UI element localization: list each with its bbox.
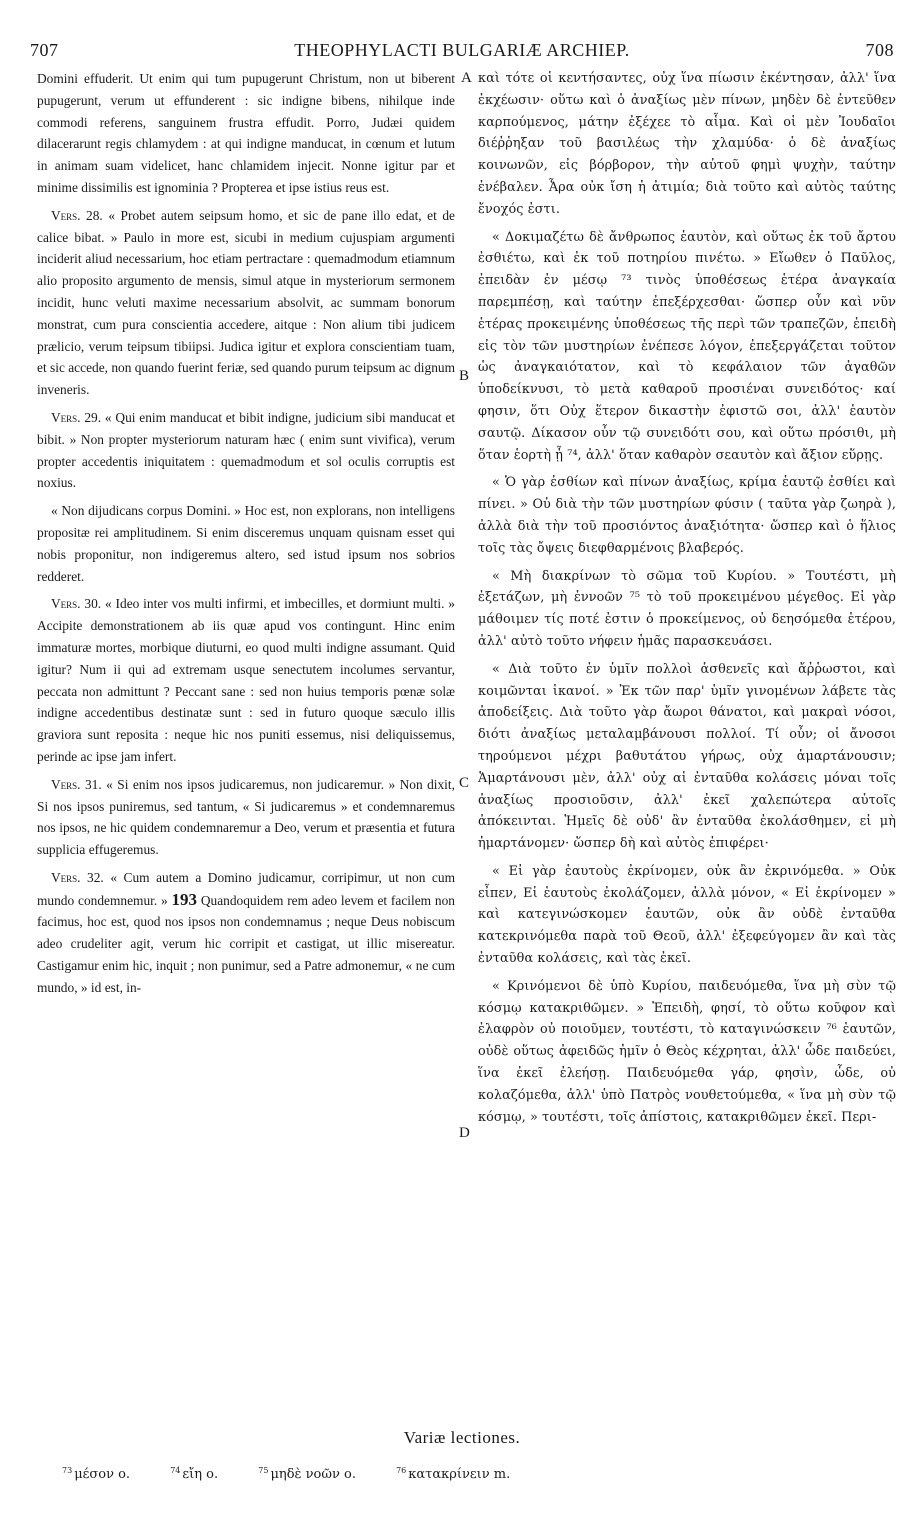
greek-paragraph: καὶ τότε οἱ κεντήσαντες, οὐχ ἵνα πίωσιν ἐκέντησαν, ἀλλ' ἵνα ἐκχέωσιν· οὕτω καὶ ὁ ἀναξίως μὲν πίνων, μηδὲν δὲ ἐντεῦθεν καρπούμενος, μάτην ἐξέχεε τὸ αἷμα. Καὶ οἱ μὲν Ἰουδαῖοι διέῤῥηξαν τοῦ βασιλέως τὴν χλαμύδα· ὁ δὲ ἀναξίως κοινωνῶν, εἰς βόρβορον, τὴν αὐτοῦ φημὶ ψυχὴν, ταύτην ἐνέβαλεν. Ἆρα οὐκ ἴση ἡ ἀτιμία; διὰ τοῦτο καὶ αὐτὸς ταύτης ἔνοχός ἐστι. [478, 71, 896, 217]
greek-paragraph: « Μὴ διακρίνων τὸ σῶμα τοῦ Κυρίου. » Τουτέστι, μὴ ἐξετάζων, μὴ ἐννοῶν ⁷⁵ τὸ τοῦ προκειμένου μέγεθος. Εἰ γὰρ μάθοιμεν τίς ποτέ ἐστιν ὁ προκείμενος, οὐ δεησόμεθα ἑτέρου, ἀλλ' αὐτὸ τοῦτο νήφειν ἡμᾶς παρασκευάσει. [478, 568, 896, 649]
variant-note: $^{73}$ μέσον ο. [62, 1466, 131, 1483]
verse-label: Vers. 29. [51, 409, 102, 425]
page-number-left: 707 [30, 40, 59, 60]
greek-paragraph: « Διὰ τοῦτο ἐν ὑμῖν πολλοὶ ἀσθενεῖς καὶ ἄῤῥωστοι, καὶ κοιμῶνται ἱκανοί. » Ἐκ τῶν παρ' ὑμῖν γινομένων λάβετε τὰς ἀποδείξεις. Διὰ τοῦτο γὰρ ἄωροι θάνατοι, καὶ μακραὶ νόσοι, διότι ἀναξίως μεταλαμβάνουσι πολλοί. Τί οὖν; οἱ ἄνοσοι τηρούμενοι μέχρι βαθυτάτου γήρως, οὐχ ἁμαρτάνουσιν; Ἁμαρτάνουσι μὲν, ἀλλ' οὐχ αἱ ἐνταῦθα κολάσεις μόναι τοῖς ἀναξίως προσιοῦσιν, ἀλλ' ἐκεῖ χαλεπώτερα αὐτοῖς ἀπόκεινται. Ἡμεῖς δὲ οὐδ' ἂν ἐνταῦθα ἐκολάσθημεν, εἰ μὴ ἡμαρτάνομεν· ὥσπερ δὴ καὶ αὐτὸς ἐπιφέρει· [478, 661, 896, 852]
latin-paragraph: Vers. 30. « Ideo inter vos multi infirmi, et imbecilles, et dormiunt multi. » Accipite demonstrationem ab iis quæ apud vos contingunt. Hinc enim immaturæ mortes, morbique diuturni, eo quod multi indigne assumant. Quid igitur? Num ii qui ad extremam usque senectutem incolumes servantur, peccata non admittunt ? Peccant sane : sed non huius temporis pœnæ solæ indigne accedentibus destinatæ sunt : sed in futuro quoque sæculo illis graviora sunt reposita : neque hic nos puniti essemus, nisi deliquissemus, perinde ac ipse jam infert. [37, 596, 455, 764]
latin-column [37, 68, 455, 1005]
running-title: THEOPHYLACTI BULGARIÆ ARCHIEP. [294, 40, 630, 60]
margin-letter-c: C [459, 775, 470, 791]
greek-paragraph: « Δοκιμαζέτω δὲ ἄνθρωπος ἑαυτὸν, καὶ οὕτως ἐκ τοῦ ἄρτου ἐσθιέτω, καὶ ἐκ τοῦ ποτηρίου πινέτω. » Εἴωθεν ὁ Παῦλος, ἐπειδὰν ἐν μέσῳ ⁷³ τινὸς ὑποθέσεως ἑτέρα ἀναγκαία παρεμπέσῃ, καὶ ταύτην ἐπεξέρχεσθαι· ὥσπερ οὖν καὶ νῦν ἑτέρας προκειμένης ὑποθέσεως τῆς περὶ τῶν τραπεζῶν, ἐπειδὴ εἰς τὸν τῶν μυστηρίων ἐνέπεσε λόγον, ἐπεξεργάζεται τοῦτον ὡς ἀναγκαιότατον, καὶ τὸ κεφάλαιον τῶν ἀγαθῶν ὑποδείκνυσι, τὸ μετὰ καθαροῦ προσιέναι συνειδότος· καί φησιν, ὅτι Οὐχ ἕτερον δικαστὴν ἐφιστῶ σοι, ἀλλ' ἑαυτὸν σαυτῷ. Δίκασον οὖν τῷ συνειδότι σου, καὶ οὕτω πρόσιθι, μὴ ὅταν ἑορτὴ ᾖ ⁷⁴, ἀλλ' ὅταν καθαρὸν σεαυτὸν καὶ ἄξιον εὕρῃς. [478, 229, 896, 463]
latin-paragraph: Vers. 31. « Si enim nos ipsos judicaremus, non judicaremur. » Non dixit, Si nos ipsos puniremus, sed tantum, « Si judicaremus » et condemnaremus nos ipsos, ne hic quidem condemnaremur a Deo, verum et præsentia et futura supplicia effugeremus. [37, 776, 455, 858]
page-header [30, 40, 894, 66]
latin-paragraph: Domini effuderit. Ut enim qui tum pupugerunt Christum, non ut biberent pupugerunt, verum ut effunderent : sic indigne bibens, nihilque inde commodi referens, sanguinem frustra effudit. Porro, Judæi quidem dilacerarunt regis chlamydem : at qui indigne manducat, in cœnum et lutum in animam suam videlicet, hanc chlamidem injecit. Nonne igitur par et minime dissimilis est ignominia ? Propterea et ipse istius reus est. [37, 71, 455, 195]
page-number-right: 708 [865, 40, 894, 60]
column-number: 193 [171, 889, 198, 909]
variant-note: $^{76}$ κατακρίνειν m. [396, 1466, 511, 1483]
latin-paragraph: Vers. 28. « Probet autem seipsum homo, et sic de pane illo edat, et de calice bibat. » Paulo in more est, sicubi in medium cujuspiam argumenti inciderit aliud necessarium, hoc etiam pertractare : quemadmodum etiamnum alio proposito argumento de mensis, simul atque in mysteriorum sermonem incidit, hunc veluti maxime necessarium absolvit, ac summam bonorum monstrat, cum pura conscientia accedere, aitque : Non alium tibi judicem prælicio, verum teipsum tibiipsi. Judica igitur et explora conscientiam tuam, et sic accede, non quando fuerint feriæ, sed quando purum teipsum ac dignum inveneris. [37, 207, 455, 398]
greek-column [478, 68, 896, 1134]
margin-letter-d: D [459, 1125, 470, 1141]
verse-label: Vers. 32. [51, 869, 104, 885]
verse-label: Vers. 30. [51, 596, 102, 612]
latin-paragraph: « Non dijudicans corpus Domini. » Hoc est, non explorans, non intelligens propositæ rei amplitudinem. Si enim disceremus unquam quisnam esset qui nobis proponitur, non indigeremus altero, sed istud ipsum nos sobrios redderet. [37, 503, 455, 584]
verse-label: Vers. 31. [51, 776, 102, 792]
margin-letter-b: B [459, 368, 470, 384]
greek-paragraph: « Εἰ γὰρ ἑαυτοὺς ἐκρίνομεν, οὐκ ἂν ἐκρινόμεθα. » Οὐκ εἶπεν, Εἰ ἑαυτοὺς ἐκολάζομεν, ἀλλὰ μόνον, « Εἰ ἐκρίνομεν » καὶ κατεγινώσκομεν ἑαυτῶν, οὐκ ἂν οὐδὲ ἐνταῦθα κατεκρινόμεθα παρὰ τοῦ Θεοῦ, ἀλλ' ἐξεφεύγομεν ἂν καὶ τὰς ἐνταῦθα κολάσεις, καὶ τὰς ἐκεῖ. [478, 863, 896, 967]
margin-letter-a: A [461, 70, 472, 86]
variant-note: $^{75}$ μηδὲ νοῶν ο. [258, 1466, 356, 1483]
latin-paragraph: Vers. 29. « Qui enim manducat et bibit indigne, judicium sibi manducat et bibit. » Non propter mysteriorum naturam hæc ( enim sunt vivifica), verum propter accedentis iniquitatem : quemadmodum et sol oculis corruptis est noxius. [37, 409, 455, 491]
latin-paragraph: Vers. 32. « Cum autem a Domino judicamur, corripimur, ut non cum mundo condemnemur. » 193 Quandoquidem rem adeo levem et facilem non facimus, hoc est, quod nos ipsos non condemnamus ; neque Deus nobiscum adeo crudeliter agit, verum hic corripit et castigat, ut illic misereatur. Castigamur enim hic, inquit ; non punimur, sed a Patre admonemur, « ne cum mundo, » id est, in- [37, 869, 455, 995]
variant-readings-notes [62, 1466, 884, 1482]
verse-label: Vers. 28. [51, 207, 103, 223]
greek-paragraph: « Κρινόμενοι δὲ ὑπὸ Κυρίου, παιδευόμεθα, ἵνα μὴ σὺν τῷ κόσμῳ κατακριθῶμεν. » Ἐπειδὴ, φησί, τὸ οὕτω κοῦφον καὶ ἐλαφρὸν οὐ ποιοῦμεν, τουτέστι, τὸ καταγινώσκειν ⁷⁶ ἑαυτῶν, οὐδὲ οὕτως ἀφειδῶς ἡμῖν ὁ Θεὸς κέχρηται, ἀλλ' ὧδε παιδεύει, ἵνα ἐκεῖ ἐλεήσῃ. Παιδευόμεθα γάρ, φησὶν, ὧδε, οὐ κολαζόμεθα, ἀλλ' ὑπὸ Πατρὸς νουθετούμεθα, « ἵνα μὴ σὺν τῷ κόσμῳ, » τουτέστι, τοῖς ἀπίστοις, κατακριθῶμεν ἐκεῖ. Περι- [478, 978, 896, 1125]
variant-readings-title: Variæ lectiones. [403, 1428, 521, 1447]
variant-note: $^{74}$ εἴη ο. [170, 1466, 219, 1483]
greek-paragraph: « Ὁ γὰρ ἐσθίων καὶ πίνων ἀναξίως, κρίμα ἑαυτῷ ἐσθίει καὶ πίνει. » Οὐ διὰ τὴν τῶν μυστηρίων φύσιν ( ταῦτα γὰρ ζωηρὰ ), ἀλλὰ διὰ τὴν τοῦ προσιόντος ἀναξιότητα· ὥσπερ καὶ ὁ ἥλιος τοῖς τὰς ὄψεις διεφθαρμένοις βλαβερός. [478, 475, 896, 556]
